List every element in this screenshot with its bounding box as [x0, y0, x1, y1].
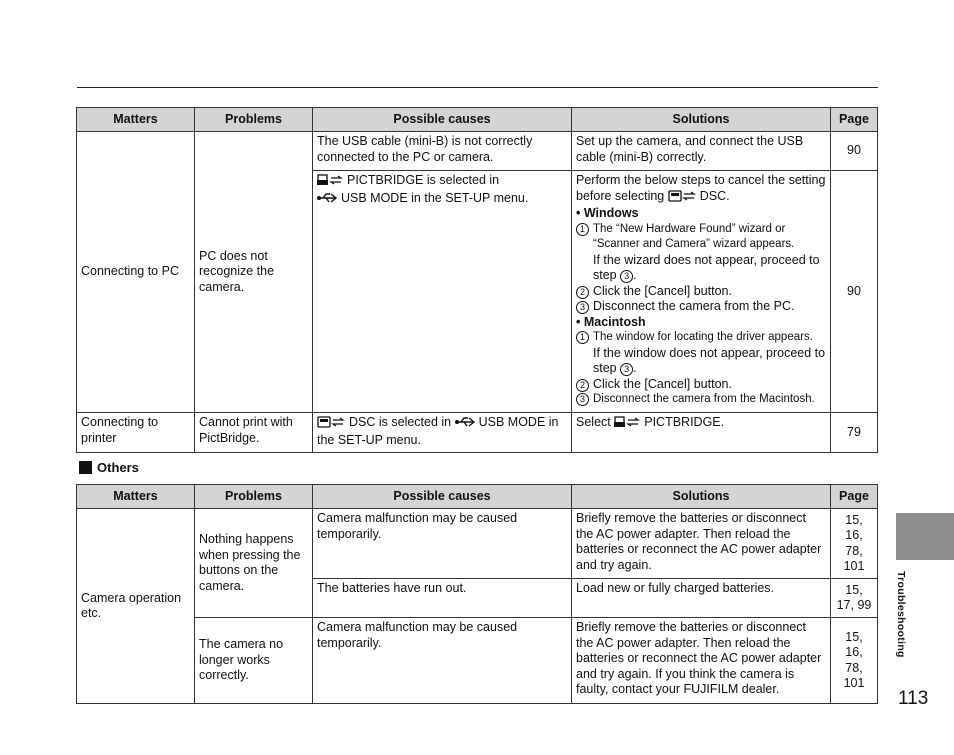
solution-intro-b: DSC. [699, 188, 730, 203]
header-page: Page [831, 485, 878, 509]
page-ref: 78, [845, 660, 863, 675]
problem-cell: Cannot print with PictBridge. [195, 413, 313, 453]
problem-cell: The camera no longer works correctly. [195, 618, 313, 704]
page-ref: 78, [845, 543, 863, 558]
mac-label: Macintosh [583, 314, 646, 329]
camera-connect-icon [317, 416, 347, 433]
table-row [77, 413, 878, 453]
page-cell [831, 579, 878, 618]
page-ref: 15, [845, 629, 863, 644]
table-row [77, 509, 878, 579]
page-ref: 17, 99 [836, 598, 872, 612]
step-text: Click the [Cancel] button. [593, 283, 732, 298]
solution-cell: Load new or fully charged batteries. [572, 579, 831, 618]
section-title: Others [97, 460, 139, 475]
page-cell [831, 618, 878, 704]
printer-connect-icon [317, 174, 345, 191]
header-causes: Possible causes [313, 485, 572, 509]
step-number: 3 [620, 270, 633, 283]
step-text: Click the [Cancel] button. [593, 376, 732, 391]
page-ref: 15, [845, 582, 863, 597]
cause-cell: The USB cable (mini-B) is not correctly connected to the PC or camera. [313, 132, 572, 171]
windows-step-1-note: If the wizard does not appear, proceed to step 3 . [593, 252, 820, 282]
others-table [76, 484, 878, 704]
solution-cell: Briefly remove the batteries or disconnect the AC power adapter. Then reload the batteries or reconnect the AC power adapter and try again. If you think the camera is faulty, contact your FUJIFILM dealer. [572, 618, 831, 704]
step-text: If the wizard does not appear, proceed to step [593, 252, 820, 282]
cause-text-a: PICTBRIDGE is selected in [347, 173, 500, 187]
camera-connect-icon [668, 190, 698, 207]
table-header-row [77, 108, 878, 132]
matter-cell: Connecting to PC [77, 132, 195, 413]
page-ref: 16, [845, 528, 863, 542]
header-problems: Problems [195, 108, 313, 132]
cause-cell: The batteries have run out. [313, 579, 572, 618]
table-row [77, 618, 878, 704]
header-problems: Problems [195, 485, 313, 509]
matter-cell: Camera operation etc. [77, 509, 195, 704]
solution-cell: Briefly remove the batteries or disconnect the AC power adapter. Then reload the batteries or reconnect the AC power adapter and try again. [572, 509, 831, 579]
top-rule [77, 87, 878, 88]
header-causes: Possible causes [313, 108, 572, 132]
cause-text-b: USB MODE in the SET-UP menu. [341, 190, 529, 205]
matter-cell: Connecting to printer [77, 413, 195, 453]
section-tab-marker [896, 513, 954, 560]
table-row [77, 132, 878, 171]
side-label: Troubleshooting [895, 571, 907, 658]
step-text: The “New Hardware Found” wizard or “Scanner and Camera” wizard appears. [593, 222, 795, 250]
step-text: Disconnect the camera from the PC. [593, 299, 795, 313]
usb-icon [455, 416, 477, 433]
windows-step-2 [576, 284, 826, 300]
page-ref: 15, [845, 512, 863, 527]
mac-step-1-note: If the window does not appear, proceed to step 3 . [593, 345, 826, 375]
solution-cell: Set up the camera, and connect the USB cable (mini-B) correctly. [572, 132, 831, 171]
step-number: 1 [576, 223, 589, 236]
cause-cell [313, 413, 572, 453]
page-cell: 79 [831, 413, 878, 453]
solution-text-b: PICTBRIDGE. [644, 415, 725, 429]
step-number: 2 [576, 379, 589, 392]
windows-label: Windows [583, 206, 639, 220]
windows-step-1 [576, 222, 826, 253]
problem-cell: PC does not recognize the camera. [195, 132, 313, 413]
mac-step-1 [576, 330, 826, 346]
header-solutions: Solutions [572, 485, 831, 509]
step-number: 1 [576, 331, 589, 344]
header-solutions: Solutions [572, 108, 831, 132]
page-cell: 90 [831, 171, 878, 413]
step-text: Disconnect the camera from the Macintosh. [593, 393, 815, 405]
step-number: 3 [620, 363, 633, 376]
step-number: 3 [576, 393, 589, 406]
step-text: If the window does not appear, proceed to step [593, 345, 826, 375]
section-heading [79, 460, 139, 475]
problem-cell: Nothing happens when pressing the buttons on the camera. [195, 509, 313, 618]
cause-text-b: USB MODE in the SET-UP menu. [317, 415, 559, 447]
section-square-icon [79, 461, 92, 474]
solution-cell [572, 413, 831, 453]
windows-step-3 [576, 299, 826, 315]
solution-intro-a: Perform the below steps to cancel the setting before selecting [576, 173, 826, 203]
page-number: 113 [898, 688, 929, 709]
table-header-row [77, 485, 878, 509]
step-number: 2 [576, 286, 589, 299]
bullet-dot: • [576, 206, 584, 220]
bullet-dot: • [576, 314, 584, 329]
cause-cell: Camera malfunction may be caused temporarily. [313, 509, 572, 579]
cause-cell: Camera malfunction may be caused temporarily. [313, 618, 572, 704]
page-ref: 101 [843, 676, 865, 690]
page-cell [831, 509, 878, 579]
solution-cell [572, 171, 831, 413]
header-matters: Matters [77, 485, 195, 509]
header-page: Page [831, 108, 878, 132]
page-ref: 101 [843, 559, 865, 573]
mac-step-3 [576, 392, 826, 408]
step-text: The window for locating the driver appears. [593, 331, 813, 343]
mac-step-2 [576, 377, 826, 393]
cause-cell [313, 171, 572, 413]
header-matters: Matters [77, 108, 195, 132]
cause-text-a: DSC is selected in [349, 415, 452, 429]
connection-table [76, 107, 878, 453]
page-cell: 90 [831, 132, 878, 171]
page-ref: 16, [845, 645, 863, 659]
step-number: 3 [576, 301, 589, 314]
solution-text-a: Select [576, 415, 611, 429]
printer-connect-icon [614, 416, 642, 433]
usb-icon [317, 192, 339, 209]
